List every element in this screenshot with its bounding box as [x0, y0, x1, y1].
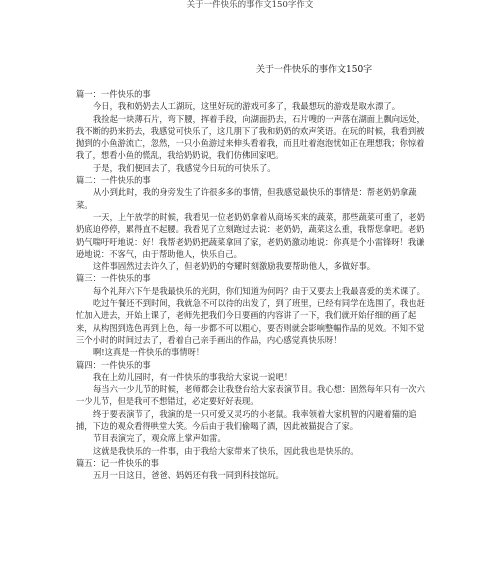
paragraph: 我在上幼儿园时，有一件快乐的事我给大家说一说吧！: [93, 371, 293, 382]
section-heading: 篇四：一件快乐的事: [76, 359, 151, 370]
paragraph: 于是，我们便回去了，我感觉今日玩的可快乐了。: [93, 162, 276, 173]
paragraph: 节目表演完了，观众席上掌声如雷。: [93, 433, 226, 444]
paragraph: 五月一日这日，爸爸、妈妈还有我一同到科技馆玩。: [93, 470, 284, 481]
paragraph: 今日，我和奶奶去人工湖玩，这里好玩的游戏可多了，我最想玩的游戏是取水漂了。: [93, 101, 400, 112]
section-heading: 篇三：一件快乐的事: [76, 273, 151, 284]
paragraph: 终于要表演节了，我演的是一只可爱又灵巧的小老鼠。我率领着大家机智的闪避着猫的追捕，下边的观众看得哄堂大笑。今后由于我们偷喝了酒，因此被猫捉合了家。: [76, 408, 417, 432]
paragraph: 这件事固然过去许久了，但老奶奶的夸耀时刻激励我要帮助他人，多做好事。: [93, 261, 376, 272]
paragraph: 这就是我快乐的一件事，由于我给大家带来了快乐，因此我也是快乐的。: [93, 445, 359, 456]
section-heading: 篇一：一件快乐的事: [76, 89, 151, 99]
paragraph: 我捡起一块薄石片，弯下腰，挥着手段，向湖面扔去，石片嗖的一声落在湖面上飘向远处，我不断的扔来扔去，我感觉可快乐了，这几朋下了我和奶奶的欢声笑语。在玩的时候，我看到被抛到的小鱼游流亡，忽然，一只小鱼游过来伸头看着我，而且吐着泡泡忧如正在理想我；你惊着我了，想看小鱼的慌乱，我给奶奶说，我们仿佛回家吧。: [76, 113, 425, 161]
paragraph: 每个礼拜六下午是我最快乐的光阴，你们知道为何吗？由于又要去上我最喜爱的美术课了。: [93, 285, 425, 296]
section-heading: 篇五：记一件快乐的事: [76, 457, 159, 468]
paragraph: 每当六一少儿节的时候，老师都会让我登台给大家表演节目。我心想：固然每年只有一次六一少儿节，但是我可不想错过，必定要好好表现。: [76, 384, 425, 407]
paragraph: 从小到此时，我的身旁发生了许很多多的事情，但我感觉最快乐的事情是：帮老奶奶拿蔬菜。: [76, 187, 417, 210]
document-body: [76, 88, 426, 482]
document-title: 关于一件快乐的事作文150字: [256, 65, 373, 75]
page-header: 关于一件快乐的事作文150字作文: [186, 0, 314, 10]
paragraph: 吃过午餐还不到时间，我就急不可以待的出发了，到了班里，已经有同学在选围了，我也赶忙加入进去，开始上课了，老师先把我们今日要画的内容讲了一下，我们就开始仔细的画了起来，从构图到选色再到上色，每一步都不可以粗心，要否则就会影响整幅作品的见效。不知不觉三个小时的时间过去了，看着自己亲手画出的作品，内心感觉真快乐呀！: [76, 298, 425, 345]
paragraph: 啊!这真是一件快乐的事情呀！: [93, 347, 205, 358]
paragraph: 一天，上午放学的时候，我看见一位老奶奶拿着从商场买来的蔬菜，那些蔬菜可重了，老奶奶底迫停停，累得直不起腰。我看见了立刻跑过去说：老奶奶，蔬菜这么重，我帮您拿吧。老奶奶气喘吁吁地说：好！我帮老奶奶把蔬菜拿回了家，老奶奶激动地说：你真是个小雷锋呀！我谦逊地说：不客气，由于帮助他人，快乐自己。: [76, 211, 425, 259]
section-heading: 篇二：一件快乐的事: [76, 175, 151, 186]
